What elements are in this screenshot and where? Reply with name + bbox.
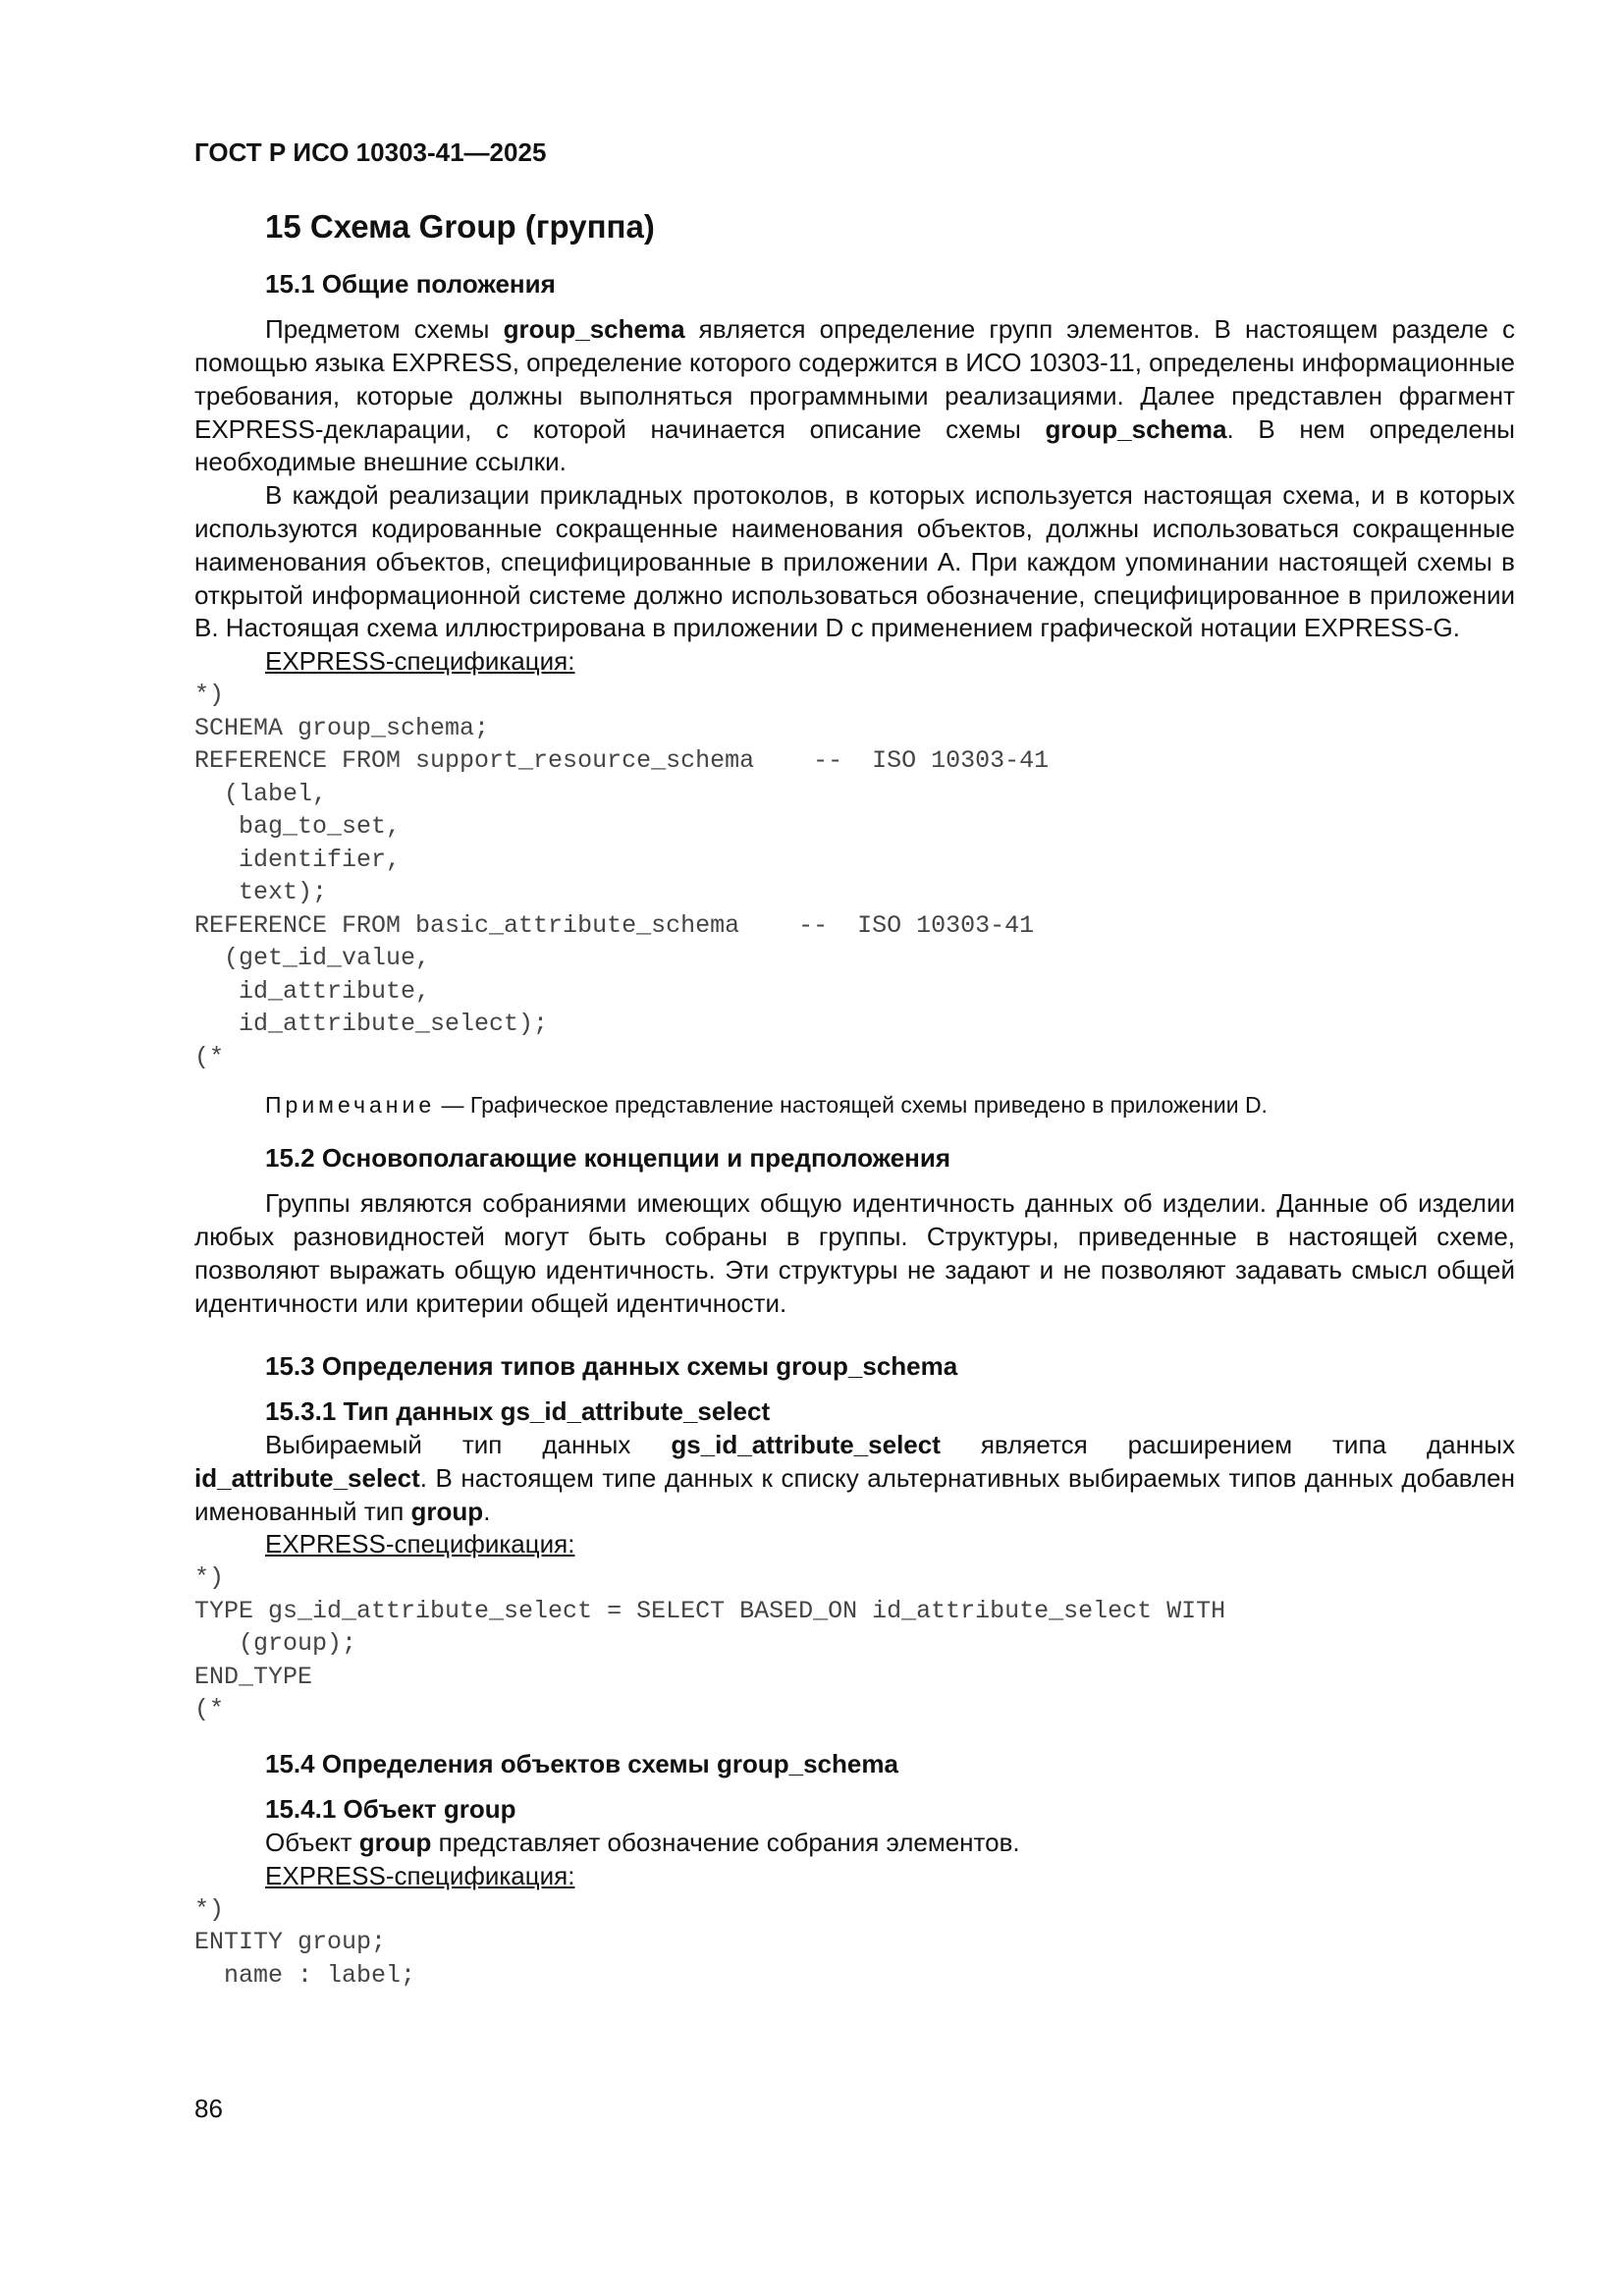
document-id-header: ГОСТ Р ИСО 10303-41—2025 (194, 137, 547, 167)
bold-identifier: id_attribute_select (194, 1462, 420, 1493)
bold-identifier: gs_id_attribute_select (671, 1429, 941, 1459)
paragraph: В каждой реализации прикладных протоколов, в которых используется настоящая схема, и в которых используются кодированные сокращенные наименования объектов, должны использоваться сокращенные наименования объектов, специфицированные в приложении A. При каждом упоминании настоящей схемы в открытой информационной системе должно использоваться обозначение, специфицированное в приложении B. Настоящая схема иллюстрирована в приложении D с применением графической нотации EXPRESS-G. (194, 480, 1515, 643)
document-page (194, 137, 1515, 1992)
express-code-block: *) SCHEMA group_schema; REFERENCE FROM support_resource_schema -- ISO 10303-41 (label, bag_to_set, identifier, text); REFERENCE FROM basic_attribute_schema -- ISO 10303-41 (get_id_value, id_attribute, id_attribute_select); (* (194, 681, 1050, 1071)
bold-identifier: group (410, 1496, 484, 1526)
subsection-title-15-2: 15.2 Основополагающие концепции и предположения (265, 1142, 951, 1173)
bold-identifier: group_schema (1045, 413, 1227, 444)
paragraph: Предметом схемы group_schema является определение групп элементов. В настоящем разделе с помощью языка EXPRESS, определение которого содержится в ИСО 10303-11, определены информационные требования, которые должны выполняться программными реализациями. Далее представлен фрагмент EXPRESS-декларации, с которой начинается описание схемы group_schema. В нем определены необходимые внешние ссылки. (194, 314, 1515, 477)
subsubsection-title-15-3-1: 15.3.1 Тип данных gs_id_attribute_select (265, 1396, 771, 1427)
express-code-block: *) ENTITY group; name : label; (194, 1894, 416, 1990)
express-spec-label: EXPRESS-спецификация: (265, 1860, 575, 1890)
subsubsection-title-15-4-1: 15.4.1 Объект group (265, 1794, 516, 1825)
paragraph: Группы являются собраниями имеющих общую идентичность данных об изделии. Данные об изделии любых разновидностей могут быть собраны в группы. Структуры, приведенные в настоящей схеме, позволяют выражать общую идентичность. Эти структуры не задают и не позволяют задавать смысл общей идентичности или критерии общей идентичности. (194, 1188, 1515, 1318)
subsection-title-15-1: 15.1 Общие положения (265, 268, 556, 299)
express-spec-label: EXPRESS-спецификация: (265, 1529, 575, 1559)
note (265, 1091, 1515, 1121)
note-label: Примечание (265, 1092, 436, 1119)
note-text: — Графическое представление настоящей схемы приведено в приложении D. (441, 1092, 1268, 1119)
bold-identifier: group (358, 1827, 432, 1857)
subsection-title-15-4: 15.4 Определения объектов схемы group_schema (265, 1748, 898, 1778)
section-title: 15 Схема Group (группа) (265, 208, 655, 246)
express-code-block: *) TYPE gs_id_attribute_select = SELECT BASED_ON id_attribute_select WITH (group); END_TYPE (* (194, 1563, 1226, 1724)
bold-identifier: group_schema (503, 314, 685, 345)
express-spec-label: EXPRESS-спецификация: (265, 646, 575, 677)
paragraph: Выбираемый тип данных gs_id_attribute_select является расширением типа данных id_attribute_select. В настоящем типе данных к списку альтернативных выбираемых типов данных добавлен именованный тип group. (194, 1429, 1515, 1526)
subsection-title-15-3: 15.3 Определения типов данных схемы group_schema (265, 1350, 958, 1381)
paragraph: Объект group представляет обозначение собрания элементов. (265, 1827, 1020, 1857)
page-number: 86 (194, 2094, 223, 2123)
